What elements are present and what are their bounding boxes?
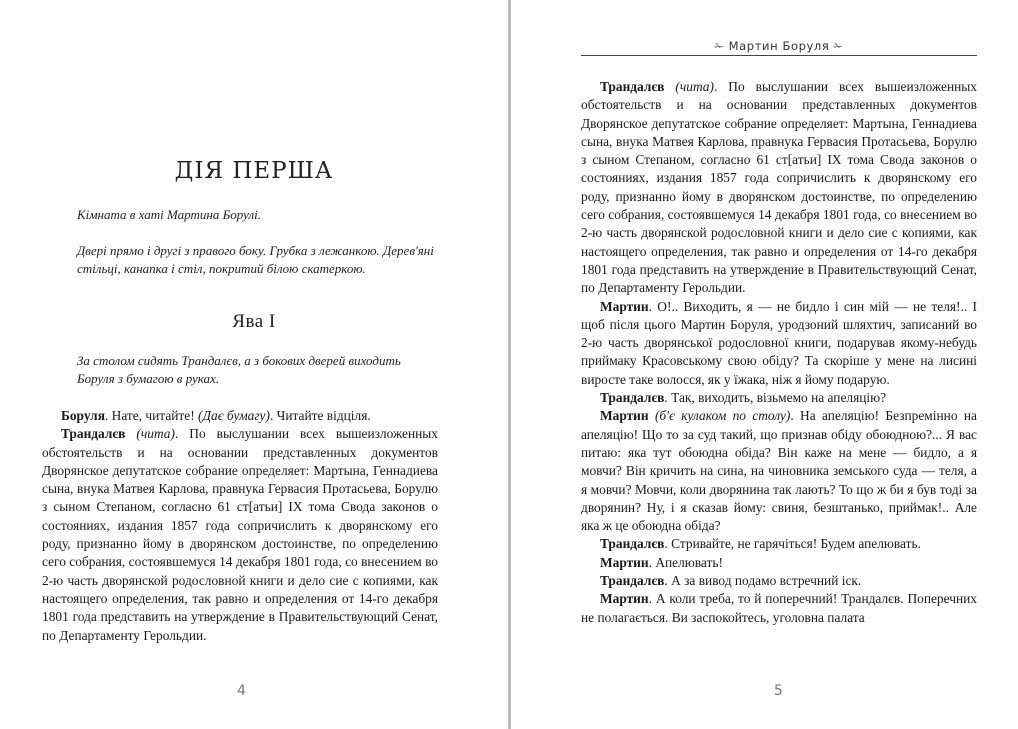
speaker-name: Мартин <box>600 554 649 570</box>
stage-direction-room: Кімната в хаті Мартина Борулі. <box>77 207 262 222</box>
dialogue-text: . Нате, читайте! <box>104 408 199 423</box>
dialogue-text: . А коли треба, то й поперечний! Трандалєв. Поперечних не полагається. Ви заспокойтесь, уголовна палата <box>581 591 977 625</box>
stage-remark: (чита) <box>675 79 714 94</box>
dialogue-text: . А за вивод подамо встречний іск. <box>664 573 862 589</box>
right-page <box>511 0 1018 729</box>
speaker-name: Трандалєв <box>61 426 126 442</box>
stage-direction-scene: За столом сидять Трандалєв, а з бокових дверей виходить Боруля з бумагою в руках. <box>77 353 401 386</box>
dialogue-paragraph <box>581 298 977 389</box>
speaker-name: Трандалєв <box>600 573 665 589</box>
stage-remark: (б'є кулаком по столу) <box>654 408 791 424</box>
dialogue-paragraph <box>581 389 977 407</box>
left-body-text <box>42 407 438 645</box>
dialogue-paragraph <box>42 425 438 645</box>
dialogue-text: . По выслушании всех вышеизложенных обстоятельств и на основании представленных документов Дворянское депутатское собрание определяет: Мартына, Геннадиева сына, внука Матвея Карлова, правнука Гервасия Протасьева, Борулю з сыном Степаном, согласно 61 ст[атьи] IX тома Свода законов о состояниях, издания 1857 года сопричислить к дворянскому его роду, признанно йому в дворянском достоинстве, по определению сего собрания, состоявшемуся 14 декабря 1801 года, со внесением во 2-ю часть дворянской родословной книги и дело сие с копиями, как настоящего определения, так равно и определения от 14-го декабря 1801 года представить на утверждение в Правительствующий Сенат, по Департаменту Герольдии. <box>581 79 977 296</box>
speaker-name: Мартин <box>600 591 649 607</box>
dialogue-paragraph <box>581 78 977 298</box>
dialogue-text: . Так, виходить, візьмемо на апеляцію? <box>664 390 887 406</box>
page-number: 4 <box>237 683 246 699</box>
ornament-right-icon: ✁ <box>833 40 844 53</box>
dialogue-paragraph <box>581 554 977 572</box>
left-page <box>0 0 508 729</box>
page-number: 5 <box>774 683 783 699</box>
dialogue-text: . По выслушании всех вышеизложенных обстоятельств и на основании представленных документов Дворянское депутатское собрание определяет: Мартына, Геннадиева сына, внука Матвея Карлова, правнука Гервасия Протасьева, Борулю з сыном Степаном, согласно 61 ст[атьи] IX тома Свода законов о состояниях, издания 1857 года сопричислить к дворянскому его роду, признанно йому в дворянском достоинстве, по определению сего собрания, состоявшемуся 14 декабря 1801 года, со внесением во 2-ю часть дворянской родословной книги и дело сие с копиями, как настоящего определения, так равно и определения от 14-го декабря 1801 года представить на утверждение в Правительствующий Сенат, по Департаменту Герольдии. <box>42 426 438 643</box>
stage-remark: (чита) <box>136 426 175 442</box>
dialogue-text: . О!.. Виходить, я — не бидло і син мій — не теля!.. І щоб після цього Мартин Боруля, уродзоний шляхтич, записаний во 2-ю часть дворянської родословної книги, подарував якому-небудь приймаку Красовському свою обіду? Та скоріше у мене на лисині виросте таке волосся, як у їжака, ніж я йому подарую. <box>581 298 977 387</box>
dialogue-paragraph <box>581 572 977 590</box>
dialogue-text: . На апеляцію! Безпремінно на апеляцію! Що то за суд такий, що признав обіду обоюдною?... Я вас питаю: яка тут обоюдна обіда? Він каже на мене — бидло, а я мовчи? Він кричить на сина, на чиновника земського суда — теля, а я мовчи? Мовчи, коли дворянина так лають? То що ж би я був тоді за дворянин? Ну, і я сказав йому: свиня, безштанько, приймак!.. Але яка ж це обоюдна обіда? <box>581 408 977 534</box>
dialogue-text: . Читайте відціля. <box>269 408 371 423</box>
speaker-name: Мартин <box>600 298 649 314</box>
scene-title: Ява I <box>232 311 276 332</box>
running-header-title: Мартин Боруля <box>728 39 830 53</box>
speaker-name: Трандалєв <box>600 390 665 406</box>
act-title: ДІЯ ПЕРША <box>174 158 334 184</box>
right-body-text <box>581 78 977 627</box>
stage-remark: (Дає бумагу) <box>198 408 270 423</box>
dialogue-paragraph <box>581 407 977 535</box>
dialogue-text: . Апелювать! <box>648 554 723 570</box>
running-header <box>581 40 977 56</box>
dialogue-paragraph <box>42 407 438 425</box>
dialogue-text <box>664 79 675 94</box>
ornament-left-icon: ✁ <box>714 40 725 53</box>
speaker-name: Трандалєв <box>600 536 665 552</box>
dialogue-paragraph <box>581 535 977 553</box>
dialogue-paragraph <box>581 590 977 627</box>
stage-direction-setting: Двері прямо і другі з правого боку. Грубка з лежанкою. Дерев'яні стільці, канапка і стіл, покритий білою скатеркою. <box>77 243 434 276</box>
speaker-name: Боруля <box>61 408 105 423</box>
speaker-name: Трандалєв <box>600 79 665 94</box>
speaker-name: Мартин <box>600 408 649 424</box>
dialogue-text <box>125 426 136 441</box>
dialogue-text: . Стривайте, не гарячіться! Будем апелювать. <box>664 536 921 552</box>
